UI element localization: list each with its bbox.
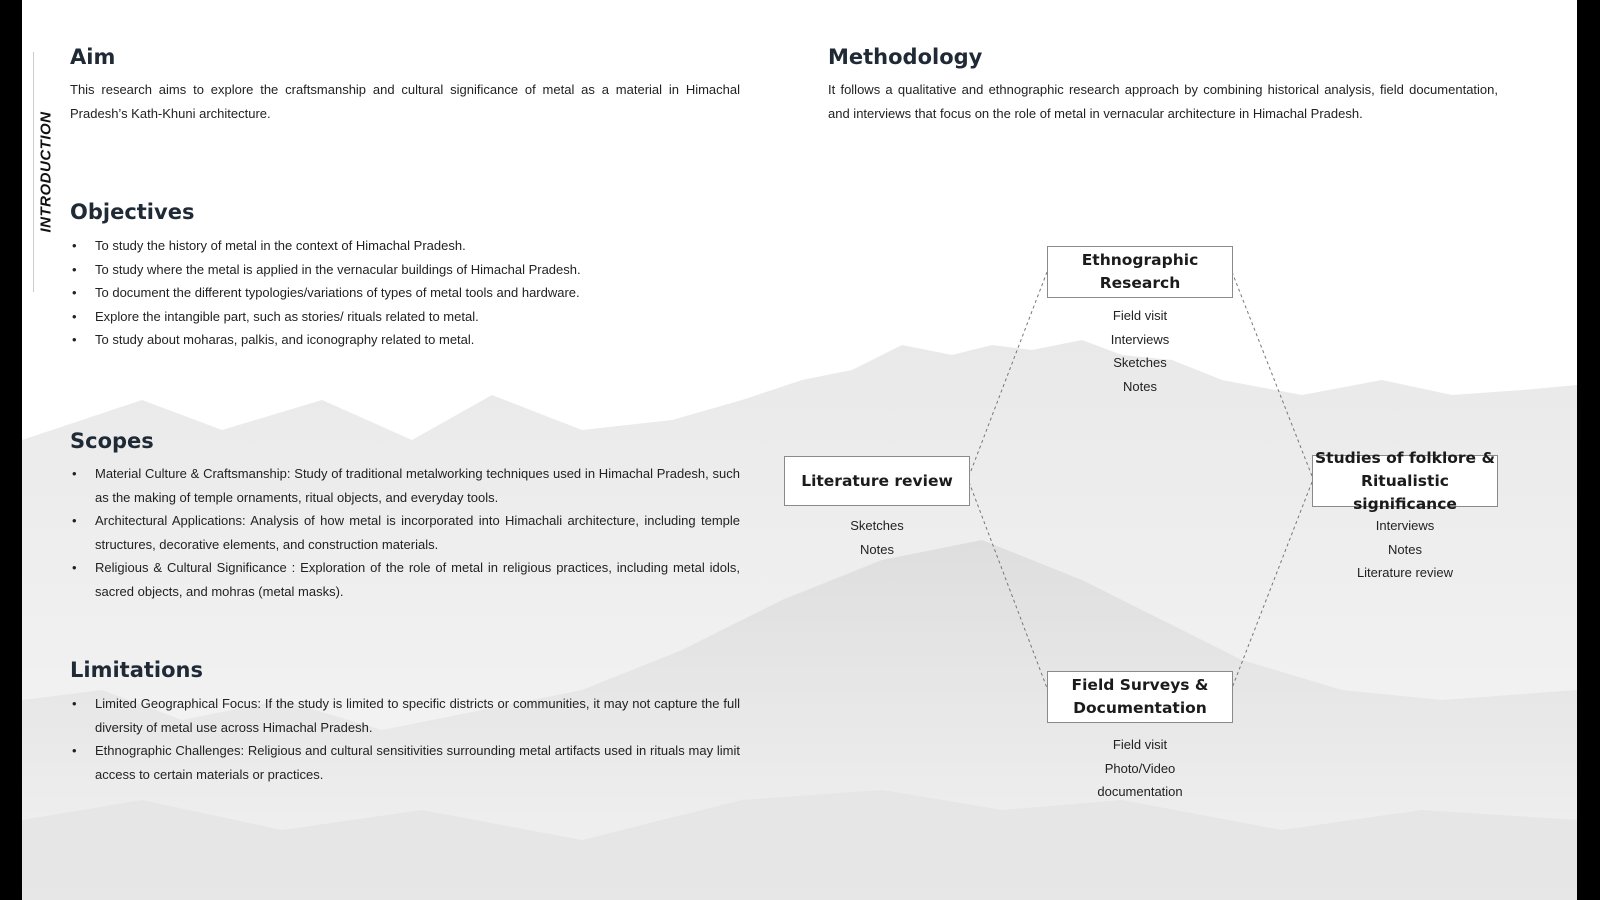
limitations-list [70, 692, 740, 786]
objectives-list [70, 234, 750, 352]
method-item: Literature review [1356, 565, 1454, 580]
methodology-text: It follows a qualitative and ethnographic research approach by combining historical analysis, field documentation, and interviews that focus on the role of metal in vernacular architecture in Himachal Pradesh. [828, 82, 1498, 121]
field-survey-items [1047, 733, 1233, 804]
ethnographic-items [1047, 304, 1233, 398]
node-title-line: Literature review [801, 471, 953, 490]
side-tab-label: INTRODUCTION [37, 111, 55, 233]
method-item: Notes [1388, 541, 1422, 557]
objective-item: • To document the different typologies/variations of types of metal tools and hardware. [70, 281, 750, 305]
literature-items [784, 514, 970, 561]
node-folklore-studies [1312, 448, 1498, 513]
scopes-heading: Scopes [70, 429, 154, 453]
aim-text: This research aims to explore the craftsmanship and cultural significance of metal as a material in Himachal Pradesh’s Kath-Khuni architecture. [70, 82, 740, 121]
aim-heading: Aim [70, 45, 116, 69]
scope-item: • Material Culture & Craftsmanship: Study of traditional metalworking techniques used in Himachal Pradesh, such as the making of temple ornaments, ritual objects, and everyday tools. [70, 462, 740, 509]
limitation-item: • Limited Geographical Focus: If the study is limited to specific districts or communities, it may not capture the full diversity of metal use across Himachal Pradesh. [70, 692, 740, 739]
folklore-items [1312, 514, 1498, 585]
method-item: Sketches [1113, 355, 1167, 370]
node-title-line: Ethnographic [1081, 251, 1199, 269]
objective-item: • To study the history of metal in the context of Himachal Pradesh. [70, 234, 750, 258]
node-title-line: Documentation [1073, 699, 1207, 717]
objective-item: • To study about moharas, palkis, and iconography related to metal. [70, 328, 750, 352]
scopes-list [70, 462, 740, 603]
scope-item: • Religious & Cultural Significance : Exploration of the role of metal in religious practices, including metal idols, sacred objects, and mohras (metal masks). [70, 556, 740, 603]
limitation-item: • Ethnographic Challenges: Religious and cultural sensitivities surrounding metal artifacts used in rituals may limit access to certain materials or practices. [70, 739, 740, 786]
method-item: Photo/Video [1104, 760, 1176, 776]
scope-item: • Architectural Applications: Analysis of how metal is incorporated into Himachali architecture, including temple structures, decorative elements, and construction materials. [70, 509, 740, 556]
method-item: Field visit [1112, 308, 1168, 323]
node-title-line: Ritualistic significance [1353, 471, 1457, 513]
objectives-heading: Objectives [70, 200, 195, 224]
method-item: Notes [1123, 378, 1157, 394]
slide-page [22, 0, 1577, 900]
node-title-line: Research [1099, 274, 1181, 292]
method-item: Interviews [1110, 331, 1170, 347]
node-ethnographic-research [1047, 246, 1233, 298]
method-item: Sketches [850, 518, 904, 533]
node-title-line: Field Surveys & [1071, 676, 1209, 694]
limitations-heading: Limitations [70, 658, 203, 682]
method-item: Notes [860, 541, 894, 557]
objective-item: • To study where the metal is applied in the vernacular buildings of Himachal Pradesh. [70, 258, 750, 282]
node-title-line: Studies of folklore & [1315, 448, 1495, 467]
method-item: Field visit [1112, 737, 1168, 752]
method-item: Interviews [1375, 518, 1435, 533]
methodology-heading: Methodology [828, 45, 983, 69]
objective-item: • Explore the intangible part, such as stories/ rituals related to metal. [70, 305, 750, 329]
side-tab-introduction [33, 52, 58, 292]
method-item: documentation [1097, 784, 1183, 799]
node-field-surveys [1047, 671, 1233, 723]
node-literature-review [784, 456, 970, 506]
